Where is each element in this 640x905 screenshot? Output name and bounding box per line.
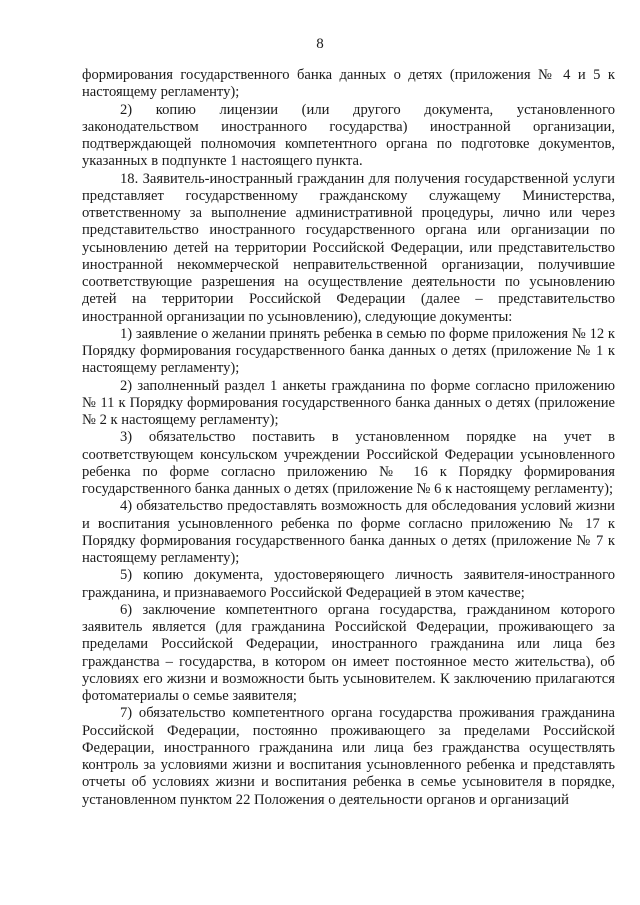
paragraph-item-7-control-obligation: 7) обязательство компетентного органа государства проживания гражданина Российской Федерации, постоянно проживающего за пределами Российской Федерации, иностранного гражданина или лица без гражданства осуществлять контроль за условиями жизни и воспитания усыновленного ребенка и представлять отчеты об условиях жизни и воспитания ребенка в семье усыновителя в порядке, установленном пунктом 22 Положения о деятельности органов и организаций bbox=[82, 705, 615, 808]
paragraph-item-2-questionnaire: 2) заполненный раздел 1 анкеты гражданина по форме согласно приложению № 11 к Порядку формирования государственного банка данных о детях (приложение № 2 к настоящему регламенту); bbox=[82, 377, 615, 428]
paragraph-item-5-identity-document: 5) копию документа, удостоверяющего личность заявителя-иностранного гражданина, и признаваемого Российской Федерацией в этом качестве; bbox=[82, 567, 615, 601]
document-body bbox=[82, 67, 615, 809]
paragraph-item-6-competent-authority-conclusion: 6) заключение компетентного органа государства, гражданином которого заявитель является (для гражданина Российской Федерации, проживающего за пределами Российской Федерации, иностранного гражданина или лица без гражданства – государства, в котором он имеет постоянное место жительства), об условиях его жизни и возможности быть усыновителем. К заключению прилагаются фотоматериалы о семье заявителя; bbox=[82, 601, 615, 704]
paragraph-item-2-license: 2) копию лицензии (или другого документа, установленного законодательством иностранного государства) иностранной организации, подтверждающей полномочия компетентного органа по подготовке документов, указанных в подпункте 1 настоящего пункта. bbox=[82, 101, 615, 170]
paragraph-item-4-inspection-obligation: 4) обязательство предоставлять возможность для обследования условий жизни и воспитания усыновленного ребенка по форме согласно приложению № 17 к Порядку формирования государственного банка данных о детях (приложение № 7 к настоящему регламенту); bbox=[82, 498, 615, 566]
paragraph-section-18: 18. Заявитель-иностранный гражданин для получения государственной услуги представляет государственному гражданскому служащему Министерства, ответственному за выполнение административной процедуры, лично или через представительство иностранного государственного органа или организации по усыновлению детей на территории Российской Федерации, или представительство иностранной некоммерческой неправительственной организации, получившие соответствующие разрешения на осуществление деятельности по усыновлению детей на территории Российской Федерации (далее – представительство иностранной организации по усыновлению), следующие документы: bbox=[82, 170, 615, 325]
page-number: 8 bbox=[316, 36, 324, 52]
paragraph-continuation: формирования государственного банка данных о детях (приложения № 4 и 5 к настоящему регламенту); bbox=[82, 67, 615, 101]
paragraph-item-3-consular-registration: 3) обязательство поставить в установленном порядке на учет в соответствующем консульском учреждении Российской Федерации усыновленного ребенка по форме согласно приложению № 16 к Порядку формирования государственного банка данных о детях (приложение № 6 к настоящему регламенту); bbox=[82, 429, 615, 497]
paragraph-item-1-application: 1) заявление о желании принять ребенка в семью по форме приложения № 12 к Порядку формирования государственного банка данных о детях (приложение № 1 к настоящему регламенту); bbox=[82, 325, 615, 377]
